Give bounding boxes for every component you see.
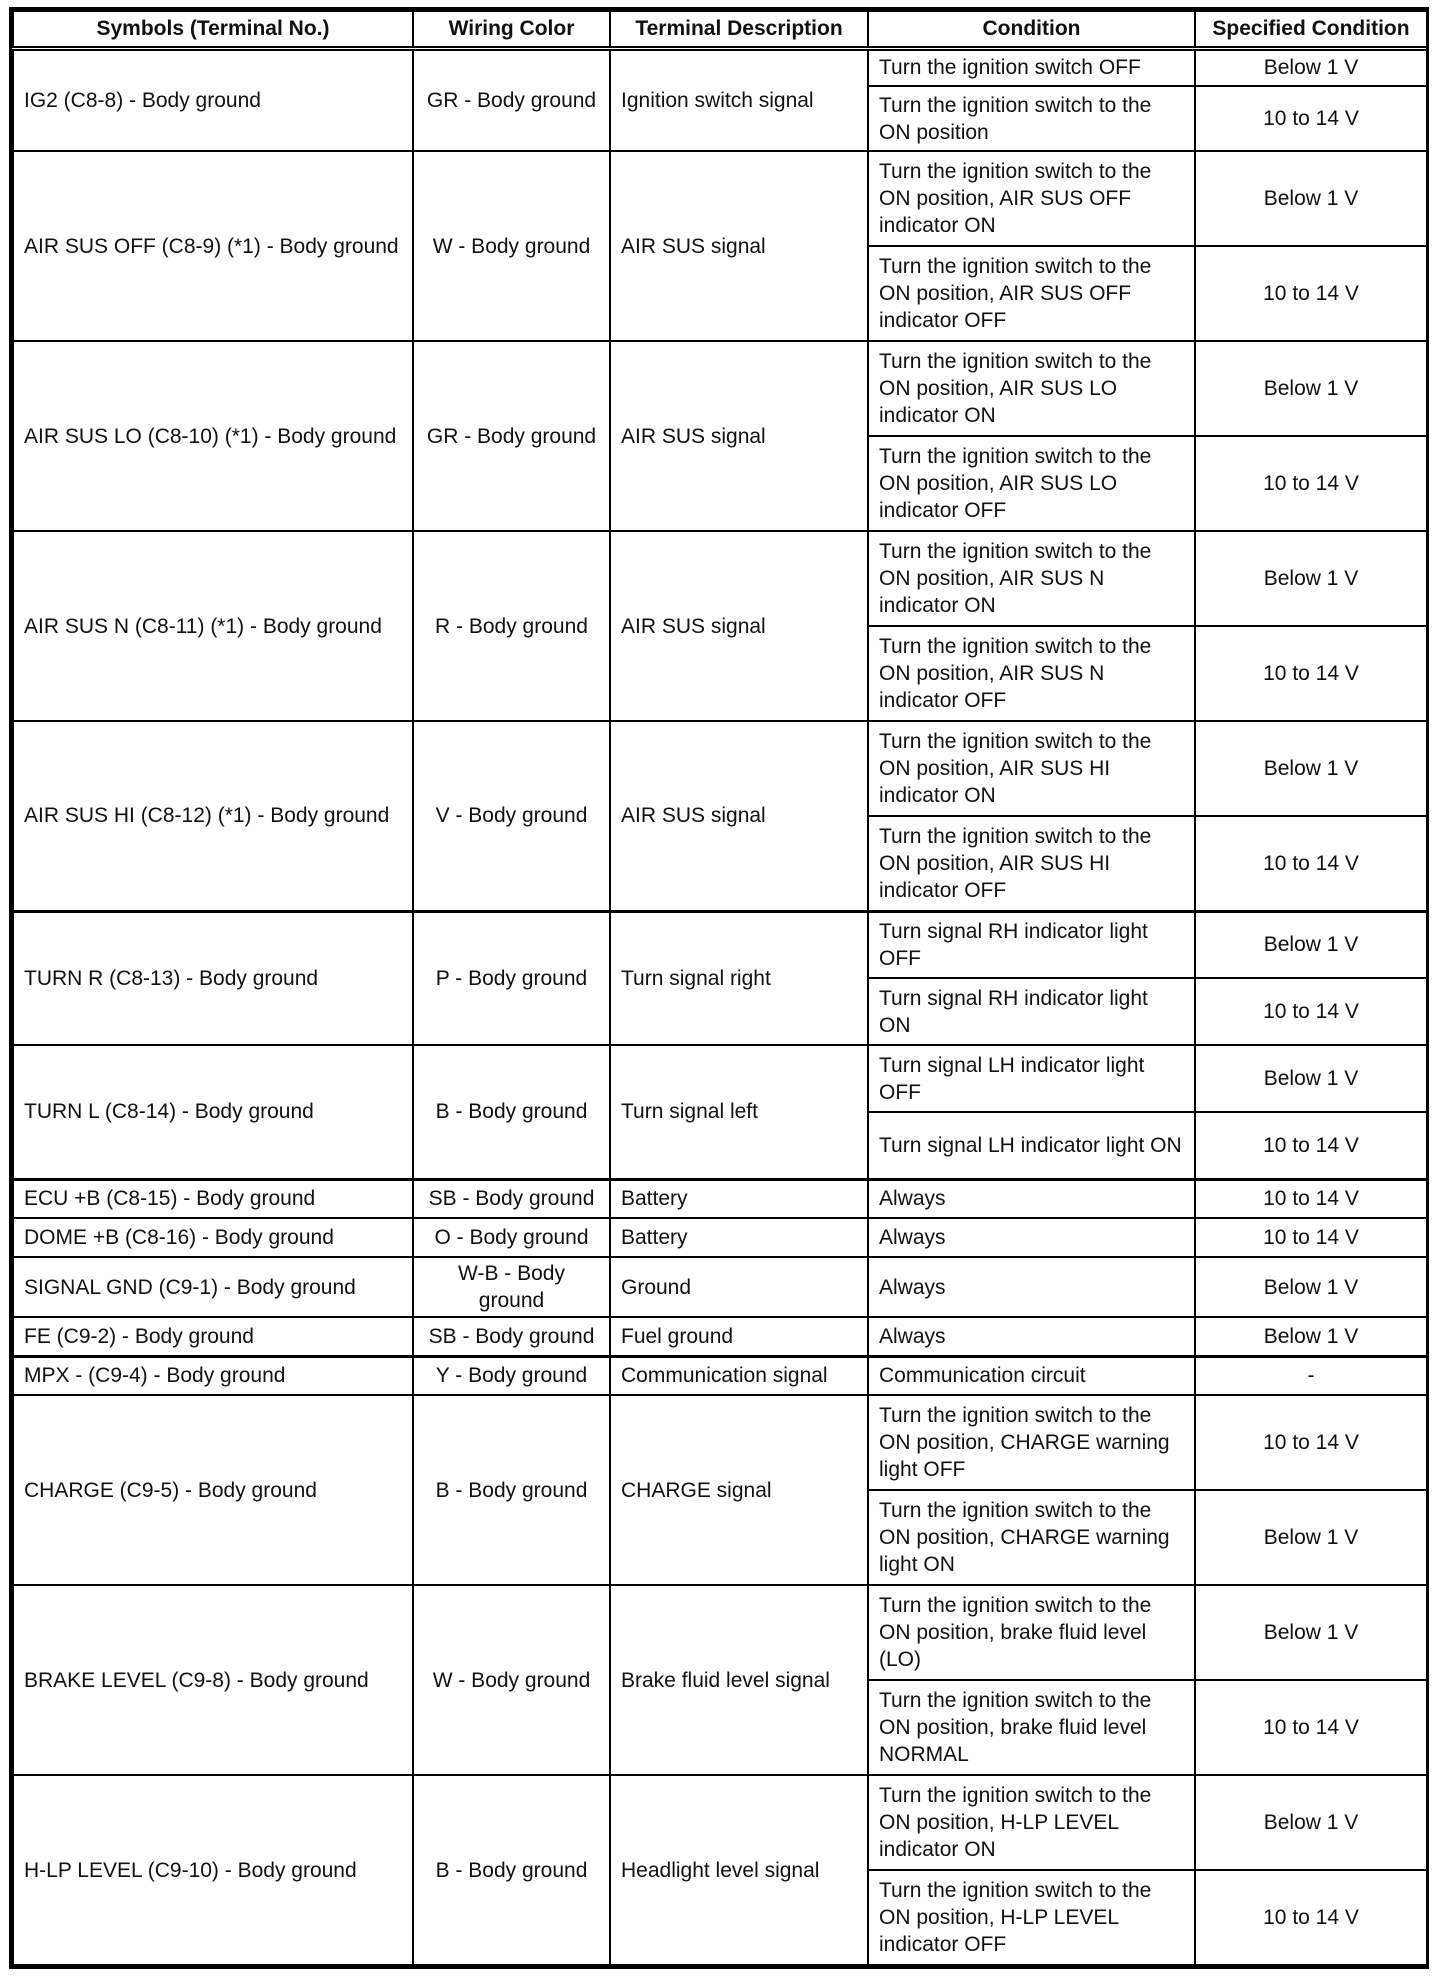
cell-condition: Turn the ignition switch to the ON position, CHARGE warning light OFF bbox=[868, 1395, 1195, 1490]
cell-condition: Turn signal LH indicator light OFF bbox=[868, 1045, 1195, 1112]
cell-condition: Turn the ignition switch to the ON position, AIR SUS HI indicator ON bbox=[868, 721, 1195, 816]
cell-wiring-color: O - Body ground bbox=[413, 1218, 610, 1257]
cell-specified-condition: 10 to 14 V bbox=[1195, 436, 1427, 531]
cell-specified-condition: 10 to 14 V bbox=[1195, 1179, 1427, 1218]
cell-terminal-description: Turn signal left bbox=[610, 1045, 868, 1179]
table-row bbox=[13, 151, 1427, 246]
cell-terminal-description: Headlight level signal bbox=[610, 1775, 868, 1965]
cell-symbol: MPX - (C9-4) - Body ground bbox=[13, 1356, 413, 1395]
cell-specified-condition: Below 1 V bbox=[1195, 341, 1427, 436]
cell-symbol: IG2 (C8-8) - Body ground bbox=[13, 48, 413, 151]
cell-condition: Turn the ignition switch to the ON position, AIR SUS OFF indicator OFF bbox=[868, 246, 1195, 341]
cell-condition: Turn the ignition switch to the ON position, AIR SUS LO indicator OFF bbox=[868, 436, 1195, 531]
table-row bbox=[13, 1257, 1427, 1317]
cell-terminal-description: CHARGE signal bbox=[610, 1395, 868, 1585]
cell-condition: Turn the ignition switch to the ON position, CHARGE warning light ON bbox=[868, 1490, 1195, 1585]
cell-wiring-color: B - Body ground bbox=[413, 1045, 610, 1179]
cell-condition: Turn the ignition switch to the ON position, AIR SUS OFF indicator ON bbox=[868, 151, 1195, 246]
cell-terminal-description: Fuel ground bbox=[610, 1317, 868, 1356]
cell-specified-condition: 10 to 14 V bbox=[1195, 1218, 1427, 1257]
cell-condition: Turn signal RH indicator light ON bbox=[868, 978, 1195, 1045]
cell-wiring-color: Y - Body ground bbox=[413, 1356, 610, 1395]
table-row bbox=[13, 48, 1427, 86]
cell-condition: Always bbox=[868, 1317, 1195, 1356]
cell-specified-condition: 10 to 14 V bbox=[1195, 246, 1427, 341]
terminal-table bbox=[12, 10, 1428, 1966]
cell-wiring-color: GR - Body ground bbox=[413, 341, 610, 531]
cell-condition: Turn the ignition switch to the ON position bbox=[868, 86, 1195, 151]
cell-condition: Always bbox=[868, 1179, 1195, 1218]
table-row bbox=[13, 1179, 1427, 1218]
header-row bbox=[13, 11, 1427, 48]
table-body bbox=[13, 48, 1427, 1965]
cell-symbol: TURN L (C8-14) - Body ground bbox=[13, 1045, 413, 1179]
cell-symbol: AIR SUS HI (C8-12) (*1) - Body ground bbox=[13, 721, 413, 911]
table-row bbox=[13, 341, 1427, 436]
cell-condition: Always bbox=[868, 1218, 1195, 1257]
table-row bbox=[13, 721, 1427, 816]
cell-specified-condition: 10 to 14 V bbox=[1195, 86, 1427, 151]
cell-condition: Turn the ignition switch to the ON position, H-LP LEVEL indicator ON bbox=[868, 1775, 1195, 1870]
cell-terminal-description: Ignition switch signal bbox=[610, 48, 868, 151]
table-row bbox=[13, 911, 1427, 978]
cell-specified-condition: Below 1 V bbox=[1195, 1490, 1427, 1585]
cell-terminal-description: AIR SUS signal bbox=[610, 341, 868, 531]
cell-condition: Always bbox=[868, 1257, 1195, 1317]
cell-symbol: TURN R (C8-13) - Body ground bbox=[13, 911, 413, 1045]
cell-specified-condition: 10 to 14 V bbox=[1195, 1870, 1427, 1965]
cell-wiring-color: W - Body ground bbox=[413, 151, 610, 341]
cell-wiring-color: R - Body ground bbox=[413, 531, 610, 721]
cell-wiring-color: W - Body ground bbox=[413, 1585, 610, 1775]
cell-terminal-description: Communication signal bbox=[610, 1356, 868, 1395]
cell-specified-condition: Below 1 V bbox=[1195, 531, 1427, 626]
cell-symbol: SIGNAL GND (C9-1) - Body ground bbox=[13, 1257, 413, 1317]
cell-specified-condition: Below 1 V bbox=[1195, 1317, 1427, 1356]
cell-symbol: FE (C9-2) - Body ground bbox=[13, 1317, 413, 1356]
table-row bbox=[13, 1585, 1427, 1680]
cell-terminal-description: Battery bbox=[610, 1179, 868, 1218]
cell-wiring-color: GR - Body ground bbox=[413, 48, 610, 151]
table-row bbox=[13, 1395, 1427, 1490]
cell-condition: Turn the ignition switch to the ON position, brake fluid level (LO) bbox=[868, 1585, 1195, 1680]
table-row bbox=[13, 1218, 1427, 1257]
cell-symbol: ECU +B (C8-15) - Body ground bbox=[13, 1179, 413, 1218]
cell-terminal-description: AIR SUS signal bbox=[610, 531, 868, 721]
cell-specified-condition: 10 to 14 V bbox=[1195, 816, 1427, 911]
cell-terminal-description: AIR SUS signal bbox=[610, 721, 868, 911]
cell-symbol: H-LP LEVEL (C9-10) - Body ground bbox=[13, 1775, 413, 1965]
cell-wiring-color: SB - Body ground bbox=[413, 1179, 610, 1218]
cell-wiring-color: B - Body ground bbox=[413, 1395, 610, 1585]
cell-specified-condition: Below 1 V bbox=[1195, 911, 1427, 978]
cell-specified-condition: 10 to 14 V bbox=[1195, 1395, 1427, 1490]
cell-condition: Turn the ignition switch to the ON position, brake fluid level NORMAL bbox=[868, 1680, 1195, 1775]
cell-condition: Turn the ignition switch to the ON position, AIR SUS LO indicator ON bbox=[868, 341, 1195, 436]
cell-specified-condition: Below 1 V bbox=[1195, 1775, 1427, 1870]
cell-terminal-description: Turn signal right bbox=[610, 911, 868, 1045]
header-wiring-color: Wiring Color bbox=[413, 11, 610, 48]
cell-condition: Communication circuit bbox=[868, 1356, 1195, 1395]
cell-condition: Turn the ignition switch to the ON position, AIR SUS HI indicator OFF bbox=[868, 816, 1195, 911]
cell-specified-condition: 10 to 14 V bbox=[1195, 1112, 1427, 1179]
cell-terminal-description: Brake fluid level signal bbox=[610, 1585, 868, 1775]
table-row bbox=[13, 531, 1427, 626]
cell-wiring-color: W-B - Body ground bbox=[413, 1257, 610, 1317]
cell-specified-condition: 10 to 14 V bbox=[1195, 978, 1427, 1045]
table-row bbox=[13, 1775, 1427, 1870]
cell-terminal-description: AIR SUS signal bbox=[610, 151, 868, 341]
cell-condition: Turn signal RH indicator light OFF bbox=[868, 911, 1195, 978]
terminal-table-sheet bbox=[9, 7, 1429, 1969]
header-condition: Condition bbox=[868, 11, 1195, 48]
cell-symbol: AIR SUS N (C8-11) (*1) - Body ground bbox=[13, 531, 413, 721]
header-specified-condition: Specified Condition bbox=[1195, 11, 1427, 48]
cell-specified-condition: Below 1 V bbox=[1195, 151, 1427, 246]
header-terminal-description: Terminal Description bbox=[610, 11, 868, 48]
cell-condition: Turn the ignition switch to the ON position, AIR SUS N indicator ON bbox=[868, 531, 1195, 626]
cell-symbol: AIR SUS OFF (C8-9) (*1) - Body ground bbox=[13, 151, 413, 341]
cell-condition: Turn signal LH indicator light ON bbox=[868, 1112, 1195, 1179]
table-row bbox=[13, 1356, 1427, 1395]
cell-specified-condition: Below 1 V bbox=[1195, 721, 1427, 816]
cell-condition: Turn the ignition switch to the ON position, AIR SUS N indicator OFF bbox=[868, 626, 1195, 721]
cell-wiring-color: SB - Body ground bbox=[413, 1317, 610, 1356]
cell-wiring-color: B - Body ground bbox=[413, 1775, 610, 1965]
cell-symbol: BRAKE LEVEL (C9-8) - Body ground bbox=[13, 1585, 413, 1775]
cell-symbol: CHARGE (C9-5) - Body ground bbox=[13, 1395, 413, 1585]
table-row bbox=[13, 1045, 1427, 1112]
table-row bbox=[13, 1317, 1427, 1356]
cell-wiring-color: V - Body ground bbox=[413, 721, 610, 911]
cell-specified-condition: Below 1 V bbox=[1195, 1585, 1427, 1680]
cell-terminal-description: Ground bbox=[610, 1257, 868, 1317]
cell-specified-condition: Below 1 V bbox=[1195, 48, 1427, 86]
cell-specified-condition: 10 to 14 V bbox=[1195, 626, 1427, 721]
cell-wiring-color: P - Body ground bbox=[413, 911, 610, 1045]
cell-specified-condition: 10 to 14 V bbox=[1195, 1680, 1427, 1775]
cell-specified-condition: Below 1 V bbox=[1195, 1045, 1427, 1112]
cell-symbol: AIR SUS LO (C8-10) (*1) - Body ground bbox=[13, 341, 413, 531]
header-symbols: Symbols (Terminal No.) bbox=[13, 11, 413, 48]
cell-condition: Turn the ignition switch OFF bbox=[868, 48, 1195, 86]
cell-symbol: DOME +B (C8-16) - Body ground bbox=[13, 1218, 413, 1257]
cell-specified-condition: - bbox=[1195, 1356, 1427, 1395]
cell-terminal-description: Battery bbox=[610, 1218, 868, 1257]
cell-condition: Turn the ignition switch to the ON position, H-LP LEVEL indicator OFF bbox=[868, 1870, 1195, 1965]
cell-specified-condition: Below 1 V bbox=[1195, 1257, 1427, 1317]
